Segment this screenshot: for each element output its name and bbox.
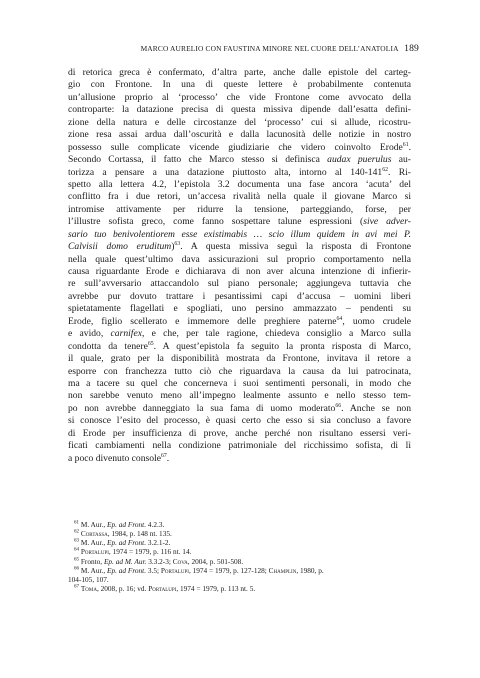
body-text-segment: . A quest’epistola fa seguito la pronta risposta di Marco, <box>153 340 412 352</box>
body-line <box>68 403 411 415</box>
footnote-author: Portalupi <box>148 584 177 594</box>
footnote <box>68 566 411 575</box>
body-text-segment: Erode, figlio scellerato e immemore delle preghiere paterne <box>68 315 337 327</box>
body-line <box>68 167 411 179</box>
body-text-segment: a poco divenuto console <box>68 452 161 464</box>
body-line: causa riguardante Erode e dichiarava di non aver alcuna intenzione di infierir- <box>68 266 411 277</box>
body-line: intromise attivamente per ridurre la tensione, parteggiando, forse, per <box>68 203 411 215</box>
footnote-italic: Ep. ad M. Aur. <box>103 556 147 566</box>
footnote-ref[interactable]: 67 <box>160 452 167 459</box>
body-line: conflitto fra i due retori, un’accesa rivalità nella quale il giovane Marco si <box>68 191 411 203</box>
footnote-text: , 2008, p. 16; vd. <box>96 584 149 594</box>
footnote-text: M. Aur., <box>80 520 107 529</box>
body-line <box>68 229 411 241</box>
body-line <box>68 328 411 340</box>
footnote-ref[interactable]: 65 <box>147 340 154 347</box>
body-line <box>68 154 411 166</box>
italic-phrase: sive adver- <box>363 216 411 228</box>
footnote <box>68 520 411 529</box>
body-text-segment: , e che, per tale ragione, chiedeva consiglio a Marco sulla <box>141 328 412 340</box>
footnote-author: Cova <box>172 556 188 566</box>
body-line: nella quale quest’ultimo dava assicurazioni sul proprio comportamento nella <box>68 253 411 265</box>
body-line: di retorica greca è confermato, d’altra parte, anche dalle epistole del carteg- <box>68 67 411 78</box>
footnote-number: 67 <box>74 584 79 590</box>
body-text-segment: , uomo crudele <box>342 315 412 327</box>
body-line: si conosce l’esito del processo, è quasi certo che esso si sia concluso a favore <box>68 415 411 427</box>
footnote-author: Toma <box>80 584 97 594</box>
footnote <box>68 557 411 566</box>
footnote-text: , 1984, p. 148 nt. 135. <box>107 529 172 539</box>
footnote-text: , 1974 = 1979, p. 113 nt. 5. <box>176 584 256 594</box>
footnote-number: 63 <box>74 538 79 544</box>
footnote-text: 3.5; <box>146 565 161 575</box>
footnote-ref[interactable]: 63 <box>174 240 181 247</box>
body-text-segment: po non avrebbe danneggiato la sua fama di uomo moderato <box>68 402 336 414</box>
body-text-segment: Secondo Cortassa, il fatto che Marco stesso si definisca <box>68 154 320 166</box>
body-text-segment: . Ri- <box>388 166 411 178</box>
footnote-ref[interactable]: 61 <box>402 141 409 148</box>
body-line <box>68 341 411 353</box>
footnote-text: M. Aur., <box>80 538 107 548</box>
footnote-author: Portalupi <box>80 547 109 557</box>
footnote-number: 61 <box>74 520 79 526</box>
body-line: controparte: la datazione precisa di questa missiva dipende dall’esatta defini- <box>68 104 411 116</box>
body-line: zione resa assai ardua dall’oscurità e dalla lacunosità delle notizie in nostro <box>68 129 411 141</box>
footnote-number: 62 <box>74 529 79 535</box>
italic-phrase: carnifex <box>110 328 142 340</box>
italic-phrase: Calvisii domo eruditum <box>68 241 172 253</box>
footnote <box>68 584 411 593</box>
footnote-number: 65 <box>74 557 79 563</box>
footnote <box>68 547 411 556</box>
footnote-continuation: 104-105, 107. <box>68 574 109 584</box>
body-line: di Erode per insufficienza di prove, anche perché non risultano essersi veri- <box>68 427 411 439</box>
body-text-segment: . <box>166 452 170 464</box>
running-head <box>62 43 419 54</box>
running-head-title: MARCO AURELIO CON FAUSTINA MINORE NEL CUORE DELL’ANATOLIA <box>140 44 399 53</box>
footnote-author: Portalupi <box>160 565 189 575</box>
footnote-text: , 2004, p. 501-508. <box>187 556 244 566</box>
body-text-segment: . A questa missiva seguì la risposta di Frontone <box>180 241 412 253</box>
body-line: avrebbe pur dovuto trattare i pesantissimi capi d’accusa – uomini liberi <box>68 290 411 302</box>
footnote-text: 4.2.3. <box>146 520 165 529</box>
footnote-italic: Ep. ad Front. <box>106 538 147 548</box>
footnote-italic: Ep. ad Front. <box>106 520 147 529</box>
body-text-segment: torizza a pensare a una datazione piuttosto alta, intorno al 140-141 <box>68 166 383 178</box>
body-line: il quale, grato per la disponibilità mostrata da Frontone, invitava il retore a <box>68 353 411 365</box>
body-text-segment: au- <box>391 154 411 166</box>
footnote-ref[interactable]: 64 <box>336 315 343 322</box>
footnote-author: Champlin <box>268 565 297 575</box>
body-text-segment: condotta da tenere <box>68 340 148 352</box>
body-text-segment: possesso sulle complicate vicende giudiziarie che videro coinvolto Erode <box>68 141 403 153</box>
footnote-text: , 1980, p. <box>296 565 324 575</box>
footnote-ref[interactable]: 66 <box>335 402 342 409</box>
footnote-author: Cortassa <box>80 529 108 539</box>
body-line: esporre con franchezza tutto ciò che riguardava la causa da lui patrocinata, <box>68 365 411 377</box>
footnote-text: , 1974 = 1979, p. 127-128; <box>188 565 269 575</box>
body-text-segment: l’illustre sofista greco, come fanno sospettare talune espressioni ( <box>68 216 364 228</box>
body-line: ma a tacere su quel che concerneva i suoi sentimenti personali, in modo che <box>68 377 411 389</box>
footnote-ref[interactable]: 62 <box>382 166 388 173</box>
footnote-number: 66 <box>74 566 79 572</box>
footnote-number: 64 <box>74 548 79 554</box>
body-line: non sarebbe venuto meno all’impegno lealmente assunto e nello stesso tem- <box>68 390 411 402</box>
body-line: spetto alla lettera 4.2, l’epistola 3.2 documenta una fase ancora ‘acuta’ del <box>68 178 411 190</box>
body-line: spietatamente flagellati e spogliati, uno persino ammazzato – pendenti su <box>68 303 411 315</box>
body-text-segment: . Anche se non <box>341 402 411 414</box>
footnote <box>68 538 411 547</box>
page-number: 189 <box>404 43 419 54</box>
footnote-text: M. Aur., <box>80 565 107 575</box>
footnote-text: 3.3.2-3; <box>146 556 173 566</box>
body-text <box>68 67 411 465</box>
footnote <box>68 529 411 538</box>
body-line: un’allusione proprio al ‘processo’ che vide Frontone come avvocato della <box>68 91 411 103</box>
body-line: possesso sulle complicate vicende giudiziarie che videro coinvolto Erode$^{61}$. <box>68 141 411 153</box>
body-line: Calvisii domo eruditum)$^{63}$. A questa missiva seguì la risposta di Frontone <box>68 240 412 253</box>
body-line: gio con Frontone. In una di queste lettere è probabilmente contenuta <box>68 79 411 91</box>
body-line <box>68 453 411 465</box>
footnote-text: Fronto, <box>80 556 104 566</box>
italic-phrase: sario tuo benivolentiorem esse existimabis … scio illum quidem in avi mei P. <box>68 228 411 240</box>
body-line <box>68 316 411 328</box>
body-line: zione della natura e delle circostanze del ‘processo’ cui si allude, ricostru- <box>68 116 411 128</box>
body-line <box>68 216 411 228</box>
footnote-text: , 1974 = 1979, p. 116 nt. 14. <box>108 547 192 557</box>
italic-phrase: audax puerulus <box>327 154 392 166</box>
footnote-italic: Ep. ad Front. <box>106 565 147 575</box>
body-text-segment: e avido, <box>68 328 104 340</box>
body-line: ficati cambiamenti nella condizione patrimoniale del ricchissimo sofista, di lì <box>68 440 411 452</box>
footnote-text: 3.2.1-2. <box>146 538 171 548</box>
body-line: re sull’avversario attaccandolo sul piano personale; aggiungeva tuttavia che <box>68 278 411 290</box>
footnotes <box>68 520 411 593</box>
